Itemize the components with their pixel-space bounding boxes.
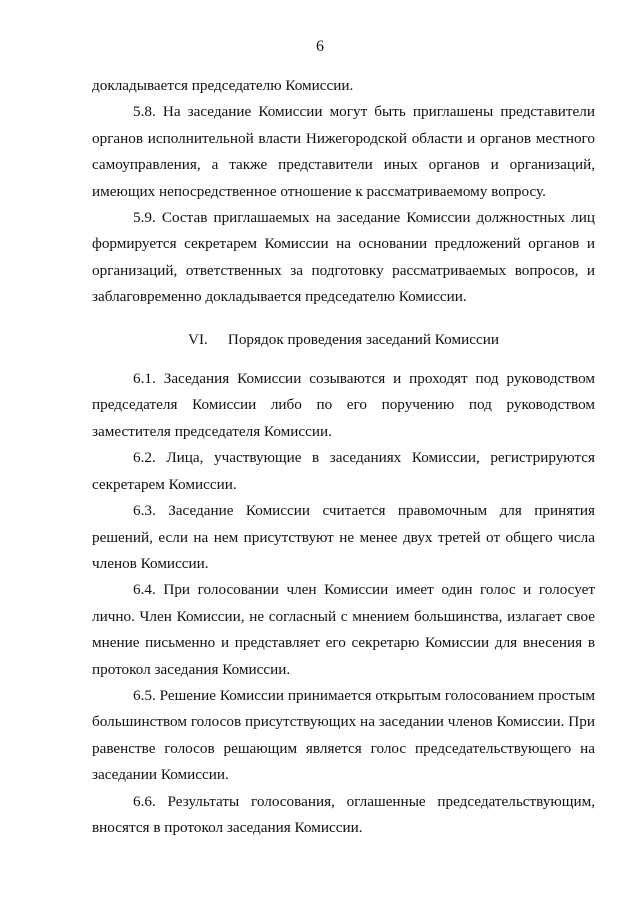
paragraph-6-3: 6.3. Заседание Комиссии считается правомочным для принятия решений, если на нем присутствуют не менее двух третей от общего числа членов Комиссии. — [92, 502, 595, 572]
paragraph-5-9: 5.9. Состав приглашаемых на заседание Комиссии должностных лиц формируется секретарем Комиссии на основании предложений органов и организаций, ответственных за подготовку рассматриваемых вопросов, и заблаговременно докладывается председателю Комиссии. — [92, 209, 595, 306]
paragraph-5-8: 5.8. На заседание Комиссии могут быть приглашены представители органов исполнительной власти Нижегородской области и органов местного самоуправления, а также представители иных органов и организаций, имеющих непосредственное отношение к рассматриваемому вопросу. — [92, 103, 595, 200]
section-number: VI. — [188, 330, 208, 348]
paragraph-6-4: 6.4. При голосовании член Комиссии имеет один голос и голосует лично. Член Комиссии, не согласный с мнением большинства, излагает свое мнение письменно и представляет его секретарю Комиссии для внесения в протокол заседания Комиссии. — [92, 581, 595, 678]
paragraph-continuation: докладывается председателю Комиссии. — [92, 77, 354, 94]
paragraph-6-2: 6.2. Лица, участвующие в заседаниях Комиссии, регистрируются секретарем Комиссии. — [92, 449, 595, 493]
document-body — [92, 73, 595, 841]
section-heading — [92, 327, 595, 353]
paragraph-6-1: 6.1. Заседания Комиссии созываются и проходят под руководством председателя Комиссии либо по его поручению под руководством заместителя председателя Комиссии. — [92, 370, 595, 440]
section-title: Порядок проведения заседаний Комиссии — [227, 330, 499, 348]
paragraph-6-6: 6.6. Результаты голосования, оглашенные председательствующим, вносятся в протокол заседания Комиссии. — [92, 792, 595, 836]
paragraph-6-5: 6.5. Решение Комиссии принимается открытым голосованием простым большинством голосов присутствующих на заседании членов Комиссии. При равенстве голосов решающим является голос председательствующего на заседании Комиссии. — [92, 686, 595, 784]
page-number: 6 — [316, 38, 324, 55]
